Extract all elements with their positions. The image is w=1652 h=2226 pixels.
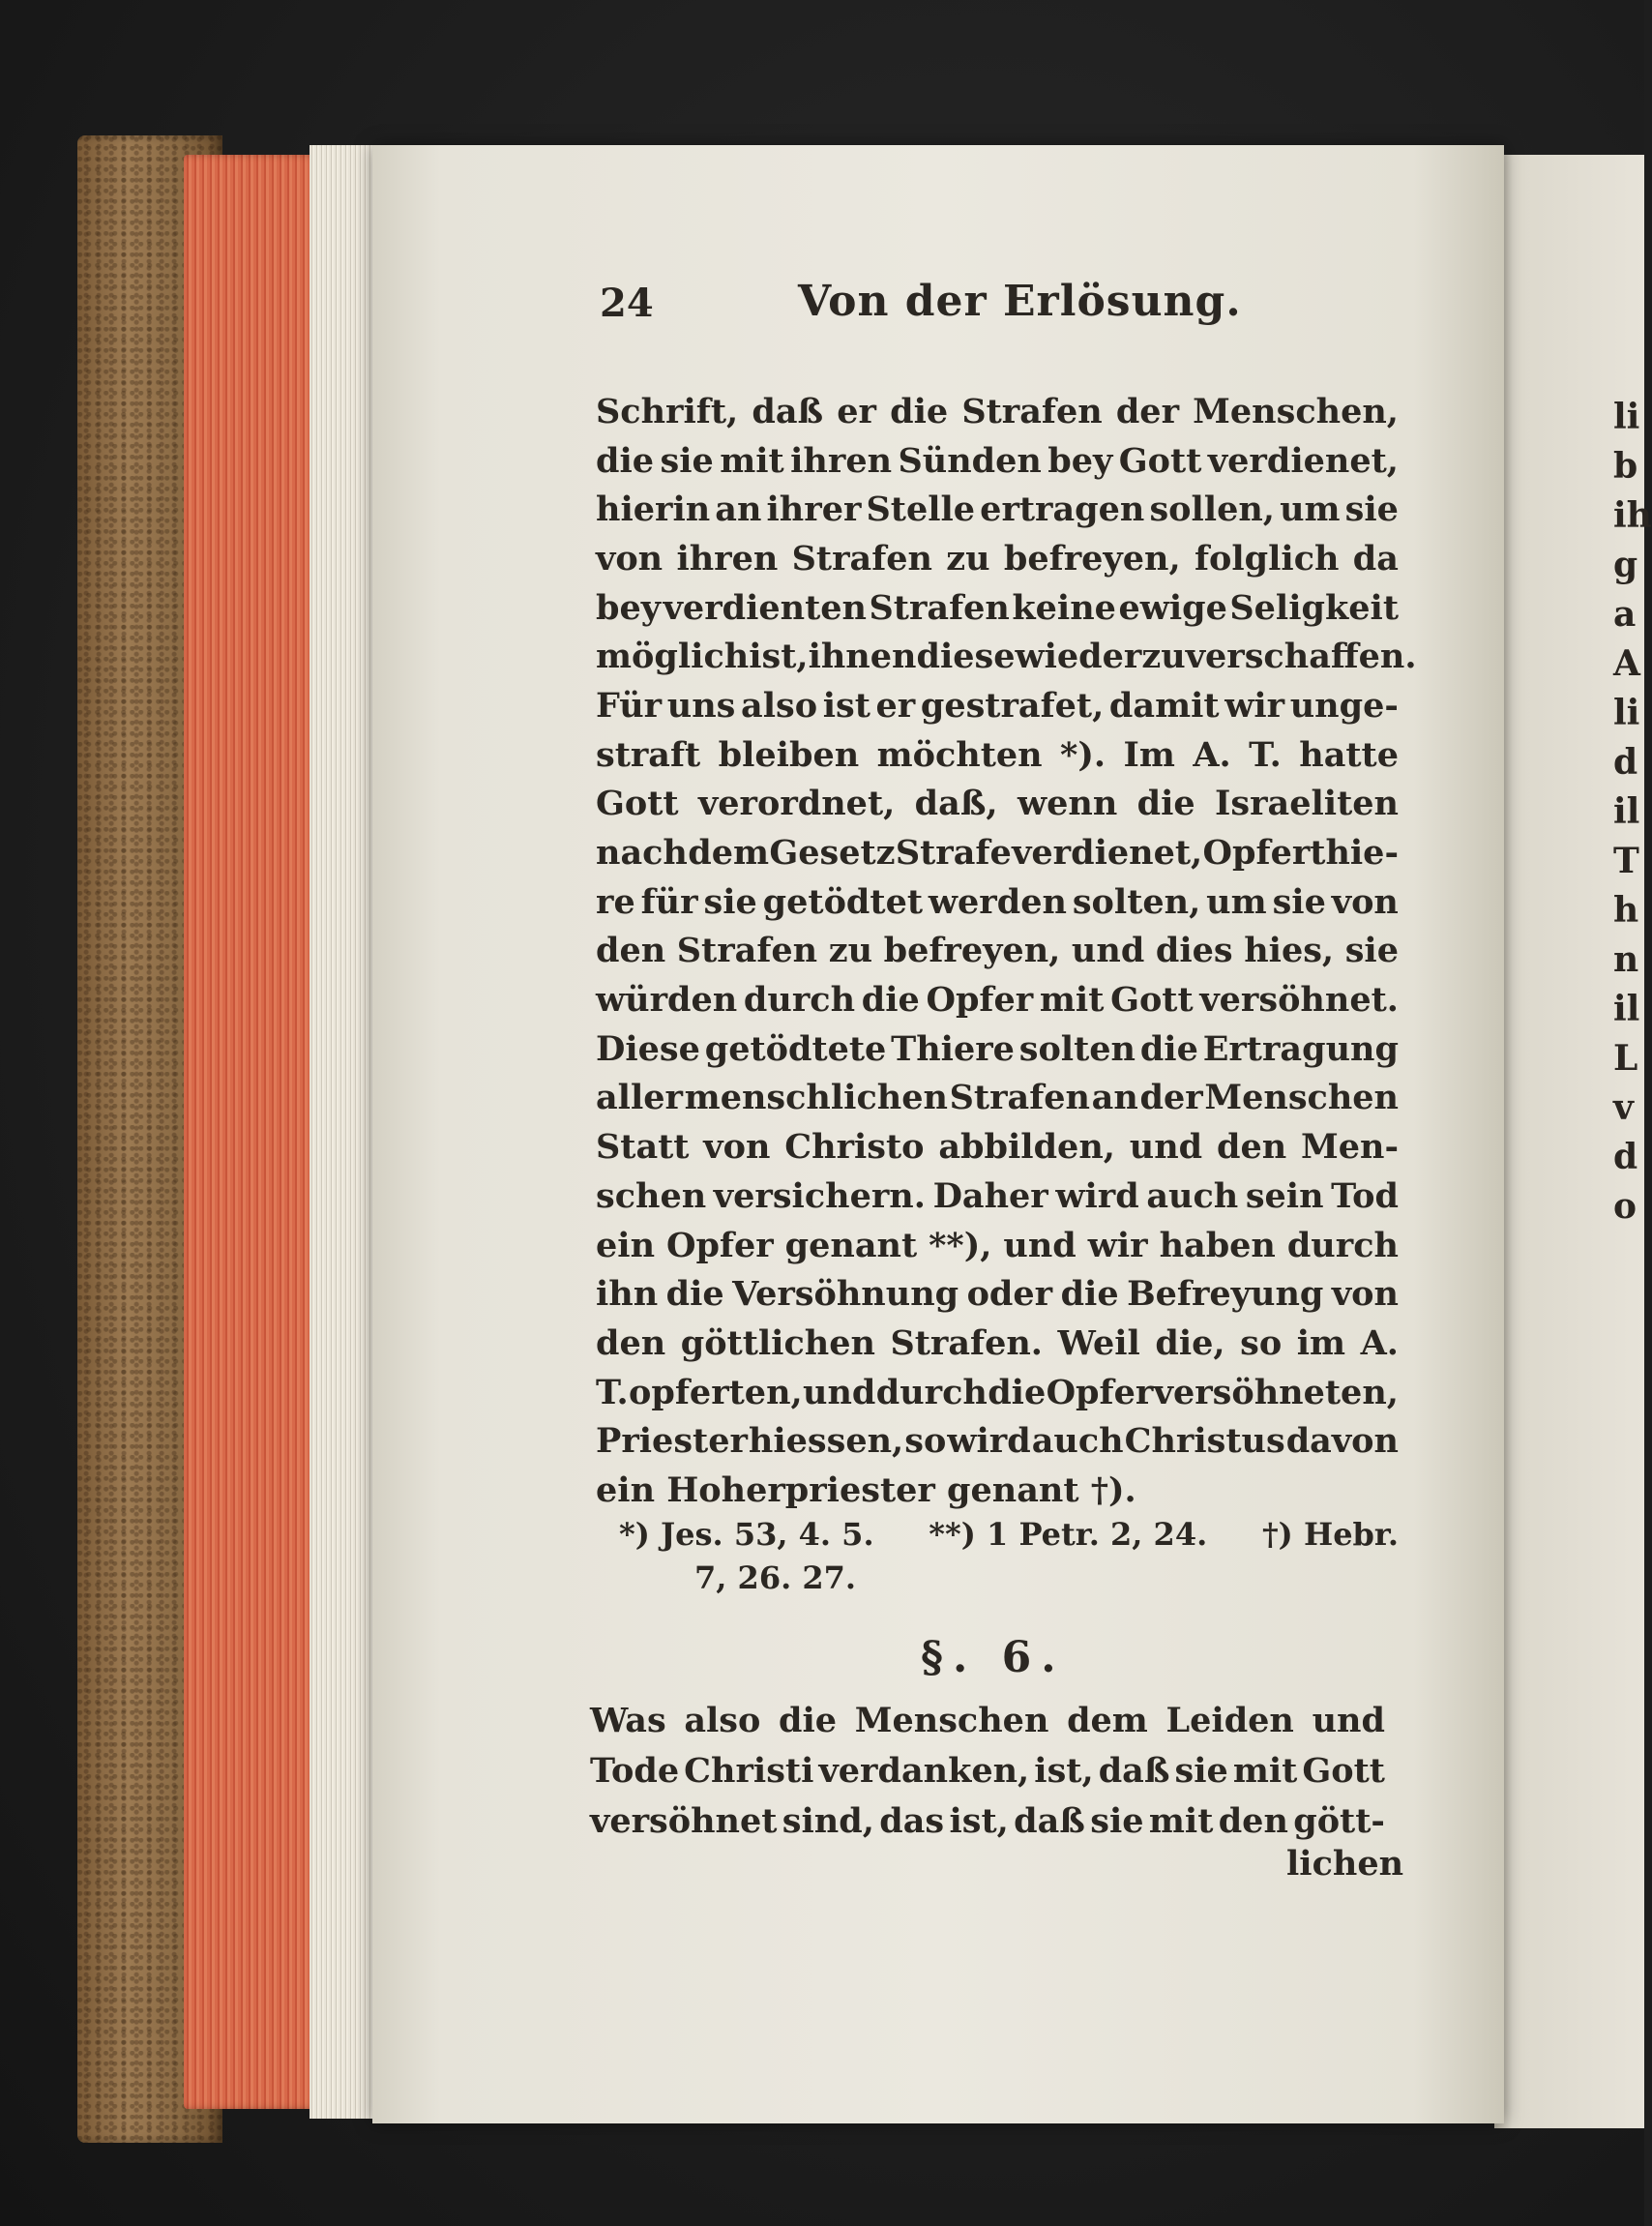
body-line [596, 1024, 1399, 1074]
page-number: 24 [600, 281, 654, 326]
word: ein [596, 1225, 656, 1265]
word: den [1216, 1127, 1287, 1168]
word: sie [1344, 490, 1399, 530]
body-line [596, 1221, 1399, 1270]
word: ihren [676, 538, 779, 579]
section-heading: §. 6. [921, 1633, 1066, 1682]
word: Strafe [895, 833, 1012, 874]
word: die [1139, 1028, 1198, 1069]
word: Statt [596, 1127, 690, 1168]
word: und [1312, 1700, 1385, 1740]
word: werden [928, 881, 1067, 922]
word: Schrift, [596, 391, 739, 431]
word: bey [596, 587, 662, 628]
footnotes [619, 1516, 1399, 1553]
word: davon [1285, 1421, 1399, 1462]
section-line [590, 1796, 1385, 1846]
word: hatte [1299, 734, 1399, 775]
facing-page-fragment: o [1613, 1186, 1637, 1227]
word: um [1206, 881, 1267, 922]
word: **), [929, 1225, 992, 1265]
page-stack-edges [310, 145, 382, 2119]
word: sie [660, 440, 714, 481]
facing-page-fragment: n [1613, 939, 1639, 980]
word: die [779, 1700, 838, 1740]
body-line [596, 975, 1399, 1024]
word: Gott [1302, 1750, 1385, 1791]
word: der [1115, 391, 1180, 431]
word: also [684, 1700, 761, 1740]
word: wir [1224, 685, 1285, 726]
word: Strafen [791, 538, 932, 579]
word: verschaffen. [1185, 637, 1417, 677]
word: straft [596, 734, 701, 775]
facing-page-fragment: il [1613, 989, 1640, 1029]
facing-page-fragment: T [1613, 841, 1639, 881]
facing-page-fragment: h [1613, 890, 1639, 931]
word: mit [1232, 1750, 1298, 1791]
body-line [596, 387, 1399, 436]
facing-page-fragment: ih [1613, 495, 1652, 536]
word: Opfer [926, 980, 1034, 1021]
word: Daher [932, 1175, 1048, 1216]
word: wir [1087, 1225, 1148, 1265]
word: der [1139, 1078, 1203, 1118]
word: möglich [596, 637, 750, 677]
word: daß [1014, 1800, 1085, 1841]
word: den [596, 931, 666, 971]
word: auch [1031, 1421, 1124, 1462]
word: hies, [1244, 931, 1335, 971]
word: wird [1055, 1175, 1139, 1216]
word: Opferthie- [1202, 833, 1399, 874]
word: ist, [949, 1800, 1009, 1841]
word: wieder [1015, 637, 1142, 677]
body-line [596, 681, 1399, 730]
word: die [861, 980, 920, 1021]
facing-page-fragment: d [1613, 1137, 1638, 1177]
word: die [596, 440, 655, 481]
facing-page-fragment: b [1613, 446, 1638, 487]
word: genant [784, 1225, 918, 1265]
facing-page-text [1613, 393, 1652, 1232]
word: nach [596, 833, 688, 874]
word: Priester [596, 1421, 748, 1462]
word: zu [1141, 637, 1186, 677]
word: im [1296, 1322, 1346, 1363]
word: die, [1155, 1322, 1225, 1363]
word: sie [1174, 1750, 1228, 1791]
word: solten [1018, 1028, 1136, 1069]
word: wenn [1017, 784, 1118, 824]
word: †). [1090, 1469, 1136, 1510]
body-line [596, 780, 1399, 829]
word: verdienten [663, 587, 868, 628]
body-line [596, 1319, 1399, 1368]
word: die [665, 1274, 724, 1315]
facing-page-fragment: g [1613, 545, 1638, 585]
word: möchten [876, 734, 1043, 775]
facing-page-fragment: L [1613, 1038, 1638, 1079]
word: Thiere [891, 1028, 1015, 1069]
word: versöhnet. [1199, 980, 1399, 1021]
body-line [596, 534, 1399, 583]
word: Tode [590, 1750, 680, 1791]
word: von [703, 1127, 771, 1168]
word: Versöhnung [732, 1274, 959, 1315]
word: sie [703, 881, 757, 922]
word: Im [1123, 734, 1175, 775]
word: Stelle [866, 490, 976, 530]
word: die [1060, 1274, 1119, 1315]
word: er [875, 685, 916, 726]
word: gestrafet, [920, 685, 1105, 726]
word: und [803, 1372, 876, 1412]
word: abbilden, [938, 1127, 1115, 1168]
word: genant [947, 1469, 1091, 1510]
body-line [596, 632, 1417, 681]
body-line [596, 877, 1399, 927]
word: versichern. [713, 1175, 926, 1216]
word: opferten, [629, 1372, 803, 1412]
word: an [715, 490, 762, 530]
word: Tod [1331, 1175, 1399, 1216]
word: befreyen, [1003, 538, 1181, 579]
word: Israeliten [1215, 784, 1399, 824]
word: Christo [784, 1127, 925, 1168]
word: ihnen [808, 637, 917, 677]
word: sind, [782, 1800, 874, 1841]
word: menschlichen [684, 1078, 948, 1118]
word: von [1331, 881, 1399, 922]
word: Strafen [676, 931, 818, 971]
facing-page-fragment: li [1613, 397, 1640, 437]
word: sollen, [1149, 490, 1275, 530]
word: Gott [1110, 980, 1194, 1021]
word: Seligkeit [1229, 587, 1399, 628]
body-line [596, 927, 1399, 976]
word: daß, [914, 784, 998, 824]
word: daß [752, 391, 824, 431]
word: ihren [790, 440, 893, 481]
word: Diese [596, 1028, 700, 1069]
word: damit [1108, 685, 1220, 726]
word: T. [596, 1372, 629, 1412]
word: hierin [596, 490, 711, 530]
word: ihn [596, 1274, 659, 1315]
word: ein [596, 1469, 667, 1510]
word: A. [1193, 734, 1231, 775]
word: durch [1286, 1225, 1399, 1265]
word: an [1091, 1078, 1138, 1118]
word: Strafen [869, 587, 1010, 628]
word: solten, [1072, 881, 1201, 922]
body-line [596, 1466, 1399, 1515]
word: Gott [596, 784, 679, 824]
word: Christi [684, 1750, 814, 1791]
word: sie [1272, 881, 1326, 922]
word: T. [1249, 734, 1282, 775]
body-line [596, 583, 1399, 633]
word: getödtete [704, 1028, 887, 1069]
word: bleiben [718, 734, 860, 775]
footnote-1: *) Jes. 53, 4. 5. [619, 1516, 874, 1553]
word: Leiden [1165, 1700, 1294, 1740]
word: von [1331, 1274, 1399, 1315]
word: die [890, 391, 949, 431]
facing-page-fragment: a [1613, 594, 1637, 635]
word: durch [875, 1372, 988, 1412]
word: mit [720, 440, 784, 481]
word: verdienet, [1012, 833, 1203, 874]
word: ertragen [980, 490, 1145, 530]
word: die [1136, 784, 1195, 824]
footnote-3: †) Hebr. [1261, 1516, 1399, 1553]
word: Menschen [1204, 1078, 1399, 1118]
word: aller [596, 1078, 683, 1118]
footnote-continuation: 7, 26. 27. [694, 1559, 857, 1596]
word: ist [822, 685, 870, 726]
body-line [596, 1172, 1399, 1221]
word: Strafen. [890, 1322, 1043, 1363]
word: ist, [749, 637, 809, 677]
word: keine [1012, 587, 1116, 628]
word: Für [596, 685, 663, 726]
word: würden [596, 980, 738, 1021]
word: Ertragung [1202, 1028, 1399, 1069]
word: daß [1098, 1750, 1170, 1791]
word: Was [590, 1700, 666, 1740]
word: also [741, 685, 818, 726]
word: Strafen [949, 1078, 1090, 1118]
word: da [1352, 538, 1399, 579]
word: und [1129, 1127, 1203, 1168]
word: gött- [1293, 1800, 1385, 1841]
word: *). [1060, 734, 1106, 775]
word: die [988, 1372, 1047, 1412]
word: Weil [1057, 1322, 1140, 1363]
word: mit [1039, 980, 1105, 1021]
facing-page-fragment: v [1613, 1087, 1634, 1128]
word: so [904, 1421, 947, 1462]
word: Sünden [898, 440, 1042, 481]
word: Hoherpriester [666, 1469, 948, 1510]
word: dies [1155, 931, 1233, 971]
word: verordnet, [697, 784, 896, 824]
facing-page-fragment: li [1613, 693, 1640, 733]
word: das [879, 1800, 945, 1841]
word: verdanken, [818, 1750, 1030, 1791]
word: den [1218, 1800, 1288, 1841]
body-line [596, 1074, 1399, 1123]
word: den [596, 1322, 666, 1363]
facing-page-fragment: A [1613, 643, 1640, 684]
word: diese [916, 637, 1016, 677]
word: schen [596, 1175, 707, 1216]
word: so [1240, 1322, 1283, 1363]
word: Opfer [1046, 1372, 1154, 1412]
word: befreyen, [883, 931, 1061, 971]
word: wird [947, 1421, 1031, 1462]
body-line [596, 1368, 1399, 1417]
word: bey [1047, 440, 1113, 481]
word: getödtet [762, 881, 923, 922]
word: ewige [1118, 587, 1227, 628]
word: verdienet, [1207, 440, 1399, 481]
section-text [590, 1695, 1385, 1846]
footnote-2: **) 1 Petr. 2, 24. [929, 1516, 1208, 1553]
body-line [596, 828, 1399, 877]
section-line [590, 1745, 1385, 1796]
word: dem [688, 833, 769, 874]
word: A. [1360, 1322, 1399, 1363]
word: mit [1148, 1800, 1214, 1841]
word: haben [1159, 1225, 1276, 1265]
word: Men- [1301, 1127, 1399, 1168]
word: göttlichen [680, 1322, 875, 1363]
body-text [596, 387, 1417, 1515]
word: Befreyung [1127, 1274, 1324, 1315]
facing-page-fragment: d [1613, 742, 1638, 783]
word: uns [666, 685, 736, 726]
word: auch [1146, 1175, 1239, 1216]
catchword: lichen [1286, 1844, 1404, 1884]
word: und [1071, 931, 1145, 971]
section-line [590, 1695, 1385, 1745]
word: sie [1090, 1800, 1144, 1841]
word: Christus [1124, 1421, 1285, 1462]
word: um [1280, 490, 1341, 530]
word: versöhneten, [1153, 1372, 1399, 1412]
word: zu [946, 538, 990, 579]
word: durch [743, 980, 856, 1021]
word: ihrer [766, 490, 862, 530]
word: Opfer [665, 1225, 774, 1265]
word: dem [1067, 1700, 1148, 1740]
word: von [596, 538, 664, 579]
word: folglich [1194, 538, 1340, 579]
body-line [596, 1269, 1399, 1319]
body-line [596, 485, 1399, 534]
word: sie [1344, 931, 1399, 971]
body-line [596, 1122, 1399, 1172]
facing-page-fragment: il [1613, 791, 1640, 832]
word: zu [828, 931, 873, 971]
word: Gott [1118, 440, 1202, 481]
word: Menschen [854, 1700, 1049, 1740]
word: er [837, 391, 876, 431]
word: hiessen, [748, 1421, 904, 1462]
word: für [640, 881, 698, 922]
body-line [596, 436, 1399, 486]
running-head: Von der Erlösung. [798, 277, 1242, 326]
body-line [596, 1416, 1399, 1466]
word: re [596, 881, 635, 922]
red-page-edges [184, 155, 319, 2109]
word: unge- [1289, 685, 1399, 726]
body-line [596, 730, 1399, 780]
word: oder [966, 1274, 1053, 1315]
word: versöhnet [590, 1800, 778, 1841]
word: Gesetz [769, 833, 896, 874]
word: Menschen, [1193, 391, 1399, 431]
word: ist, [1034, 1750, 1094, 1791]
word: sein [1245, 1175, 1324, 1216]
word: Strafen [961, 391, 1103, 431]
word: und [1003, 1225, 1077, 1265]
